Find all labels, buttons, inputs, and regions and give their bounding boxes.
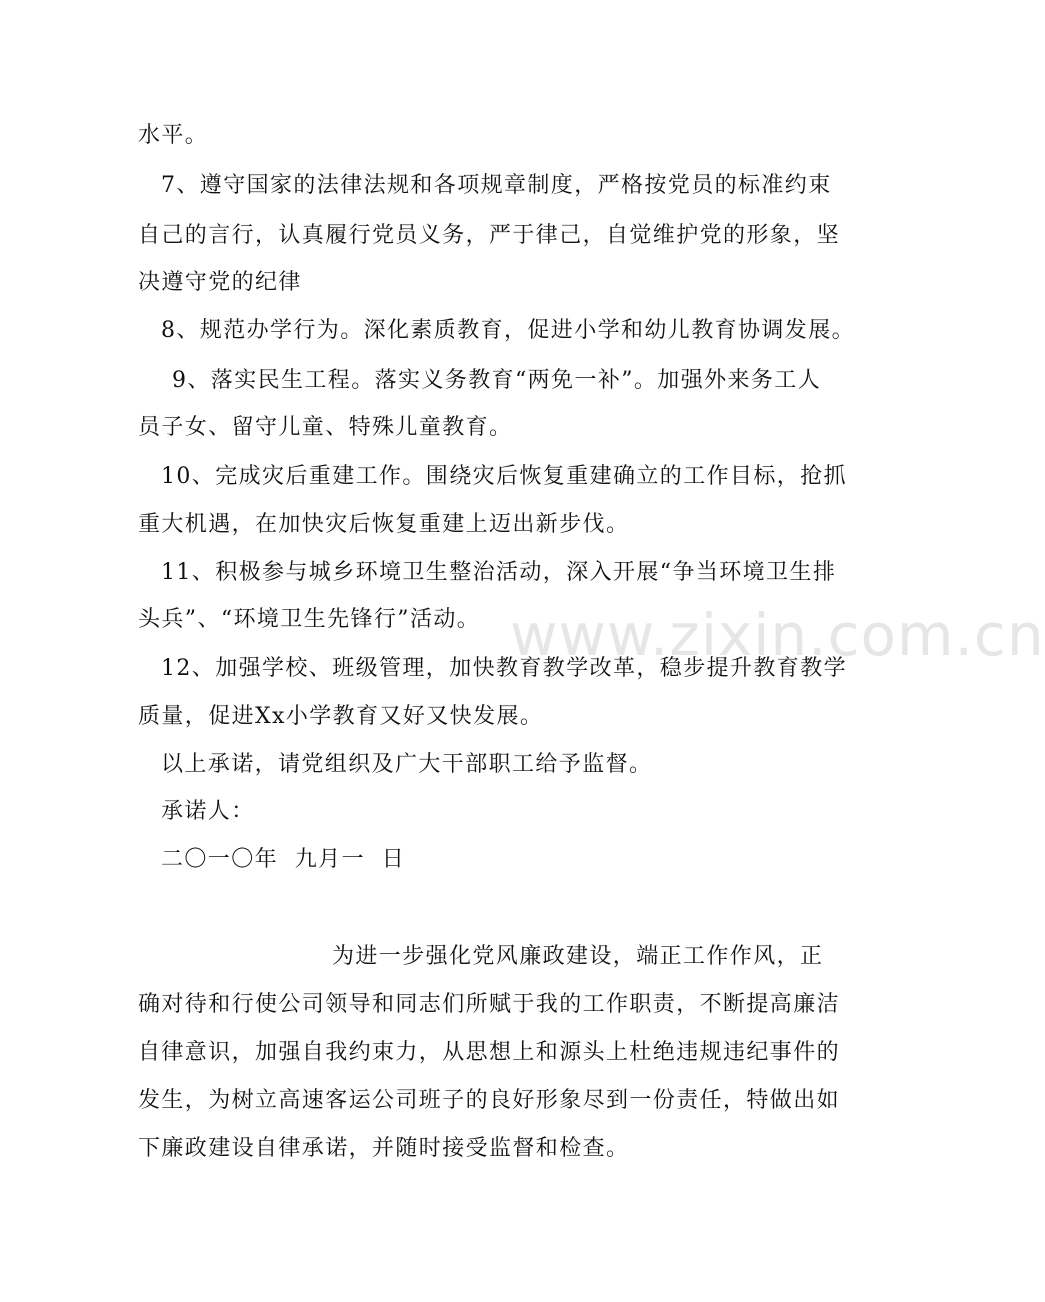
- watermark: www.zixin.com.cn: [510, 601, 1045, 669]
- item-8-line: 8、规范办学行为。深化素质教育，促进小学和幼儿教育协调发展。: [161, 318, 855, 343]
- signatory-label: 承诺人：: [161, 799, 255, 824]
- item-12-line-1: 12、加强学校、班级管理，加快教育教学改革，稳步提升教育教学: [161, 656, 847, 681]
- pledge-intro-line-2: 确对待和行使公司领导和同志们所赋于我的工作职责，不断提高廉洁: [138, 992, 841, 1017]
- pledge-intro-line-3: 自律意识，加强自我约束力，从思想上和源头上杜绝违规违纪事件的: [138, 1040, 841, 1065]
- item-9-line-1: 9、落实民生工程。落实义务教育“两免一补”。加强外来务工人: [172, 368, 822, 393]
- item-10-line-2: 重大机遇，在加快灾后恢复重建上迈出新步伐。: [138, 512, 630, 537]
- item-11-line-2: 头兵”、“环境卫生先锋行”活动。: [138, 607, 481, 632]
- item-7-line-3: 决遵守党的纪律: [138, 270, 302, 295]
- item-10-line-1: 10、完成灾后重建工作。围绕灾后恢复重建确立的工作目标，抢抓: [161, 464, 847, 489]
- item-7-line-1: 7、遵守国家的法律法规和各项规章制度，严格按党员的标准约束: [161, 173, 832, 198]
- text-line: 水平。: [138, 123, 209, 148]
- closing-statement: 以上承诺，请党组织及广大干部职工给予监督。: [161, 752, 653, 777]
- pledge-intro-line-5: 下廉政建设自律承诺，并随时接受监督和检查。: [138, 1136, 630, 1161]
- item-7-line-2: 自己的言行，认真履行党员义务，严于律己，自觉维护党的形象，坚: [138, 223, 841, 248]
- item-9-line-2: 员子女、留守儿童、特殊儿童教育。: [138, 415, 513, 440]
- item-11-line-1: 11、积极参与城乡环境卫生整治活动，深入开展“争当环境卫生排: [161, 560, 837, 585]
- signing-date: 二〇一〇年 九月一 日: [161, 847, 406, 872]
- pledge-intro-line-1: 为进一步强化党风廉政建设，端正工作作风，正: [332, 944, 824, 969]
- pledge-intro-line-4: 发生，为树立高速客运公司班子的良好形象尽到一份责任，特做出如: [138, 1088, 841, 1113]
- item-12-line-2: 质量，促进Xx小学教育又好又快发展。: [138, 704, 544, 729]
